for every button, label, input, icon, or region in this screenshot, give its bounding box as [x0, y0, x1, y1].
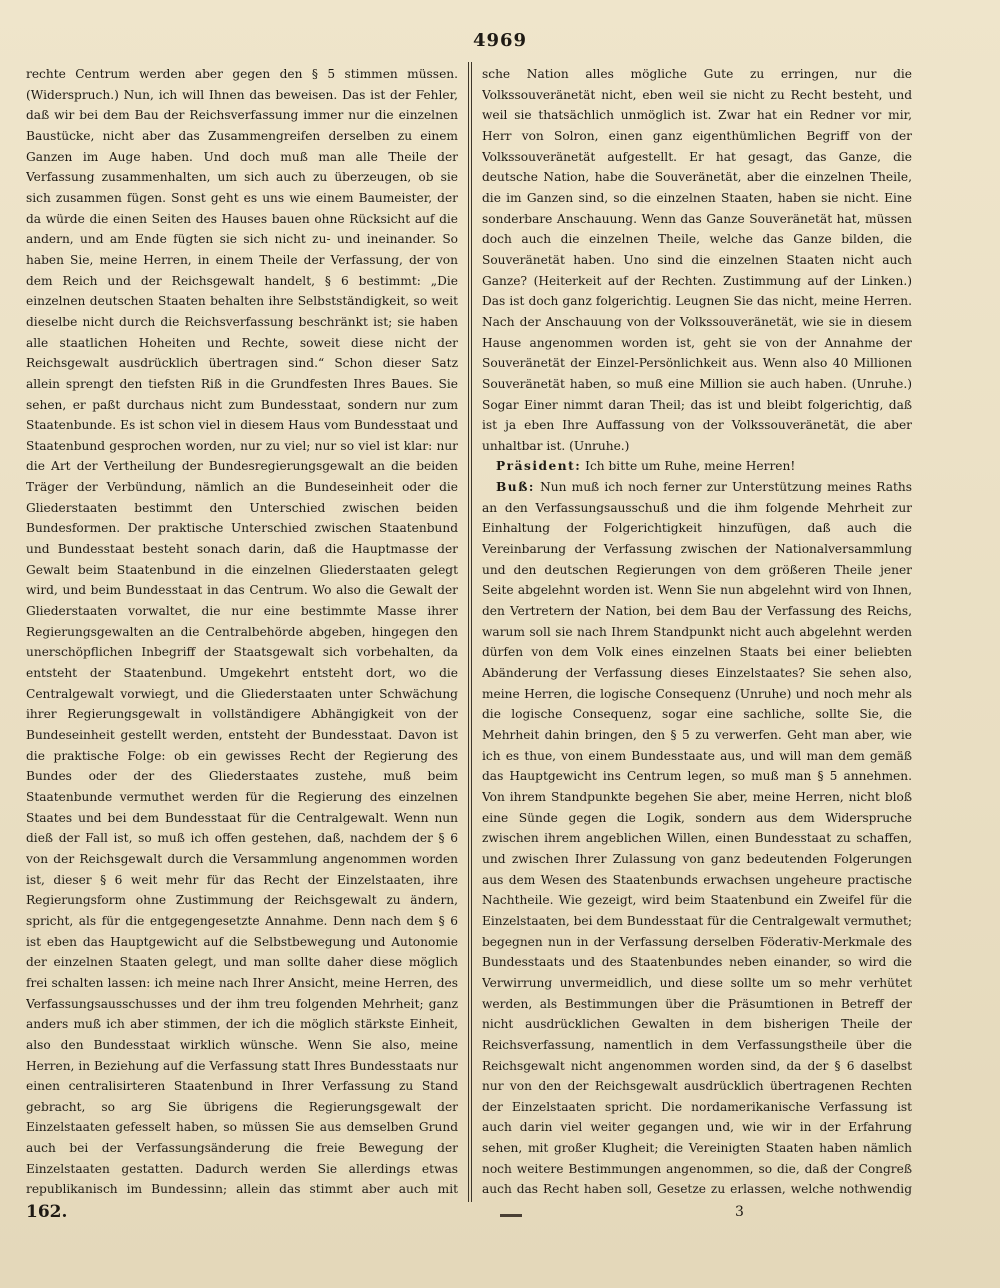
president-text: Ich bitte um Ruhe, meine Herren! [585, 459, 796, 474]
left-column [26, 64, 458, 1202]
footer-dash-mark [500, 1214, 522, 1217]
left-column-paragraph: rechte Centrum werden aber gegen den § 5 stimmen müssen. (Widerspruch.) Nun, ich will Ihnen das beweisen. Das ist der Fehler, daß wir bei dem Bau der Reichsverfassung immer nur die einzelnen Baustücke, nicht aber das Zusammengreifen derselben zu einem Ganzen im Auge haben. Und doch muß man alle Theile der Verfassung zusammenhalten, um sich auch zu überzeugen, ob sie sich zusammen fügen. Sonst geht es uns wie einem Baumeister, der da würde die einen Seiten des Hauses bauen ohne Rücksicht auf die andern, und am Ende fügten sie sich nicht zu- und ineinander. So haben Sie, meine Herren, in einem Theile der Verfassung, der von dem Reich und der Reichsgewalt handelt, § 6 bestimmt: „Die einzelnen deutschen Staaten behalten ihre Selbstständigkeit, so weit dieselbe nicht durch die Reichsverfassung beschränkt ist; sie haben alle staatlichen Hoheiten und Rechte, soweit diese nicht der Reichsgewalt ausdrücklich übertragen sind.“ Schon dieser Satz allein sprengt den tiefsten Riß in die Grundfesten Ihres Baues. Sie sehen, er paßt durchaus nicht zum Bundesstaat, sondern nur zum Staatenbunde. Es ist schon viel in diesem Haus vom Bundesstaat und Staatenbund gesprochen worden, nur zu viel; nur so viel ist klar: nur die Art der Vertheilung der Bundesregierungsgewalt an die beiden Träger der Verbündung, nämlich an die Bundeseinheit oder die Gliederstaaten bestimmt den Unterschied zwischen beiden Bundesformen. Der praktische Unterschied zwischen Staatenbund und Bundesstaat besteht sonach darin, daß die Hauptmasse der Gewalt beim Staatenbund in die einzelnen Gliederstaaten gelegt wird, und beim Bundesstaat in das Centrum. Wo also die Gewalt der Gliederstaaten vorwaltet, die nur eine bestimmte Masse ihrer Regierungsgewalten an die Centralbehörde abgeben, hingegen den unerschöpflichen Inbegriff der Staatsgewalt sich vorbehalten, da entsteht der Staatenbund. Umgekehrt entsteht dort, wo die Centralgewalt vorwiegt, und die Gliederstaaten unter Schwächung ihrer Regierungsgewalt in vollständigere Abhängigkeit von der Bundeseinheit gestellt werden, entsteht der Bundesstaat. Davon ist die praktische Folge: ob ein gewisses Recht der Regierung des Bundes oder der des Gliederstaates zustehe, muß beim Staatenbunde vermuthet werden für die Regierung des einzelnen Staates und bei dem Bundesstaat für die Centralgewalt. Wenn nun dieß der Fall ist, so muß ich offen gestehen, daß, nachdem der § 6 von der Reichsgewalt durch die Versammlung angenommen worden ist, dieser § 6 weit mehr für das Recht der Einzelstaaten, ihre Regierungsform ohne Zustimmung der Reichsgewalt zu ändern, spricht, als für die entgegengesetzte Annahme. Denn nach dem § 6 ist eben das Hauptgewicht auf die Selbstbewegung und Autonomie der einzelnen Staaten gelegt, und man sollte daher diese möglich frei schalten lassen: ich meine nach Ihrer Ansicht, meine Herren, des Verfassungsausschusses und der ihm treu folgenden Mehrheit; ganz anders muß ich aber stimmen, der ich die möglich stärkste Einheit, also den Bundesstaat wirklich wünsche. Wenn Sie also, meine Herren, in Beziehung auf die Verfassung statt Ihres Bundesstaats nur einen centralisirteren Staatenbund in Ihrer Verfassung zu Stand gebracht, so arg Sie übrigens die Regierungsgewalt der Einzelstaaten gefesselt haben, so müssen Sie aus demselben Grund auch bei der Verfassungsänderung die freie Bewegung der Einzelstaaten gestatten. Dadurch werden Sie allerdings etwas republikanisch im Bundessinn; allein das stimmt aber auch mit [26, 67, 458, 1197]
right-column-paragraph: sche Nation alles mögliche Gute zu erringen, nur die Volkssouveränetät nicht, eben weil sie nicht zu Recht besteht, und weil sie thatsächlich unmöglich ist. Zwar hat ein Redner vor mir, Herr von Solron, einen ganz eigenthümlichen Begriff von der Volkssouveränetät aufgestellt. Er hat gesagt, das Ganze, die deutsche Nation, habe die Souveränetät, aber die einzelnen Theile, die im Ganzen sind, so die einzelnen Staaten, haben sie nicht. Eine sonderbare Anschauung. Wenn das Ganze Souveränetät hat, müssen doch auch die einzelnen Theile, welche das Ganze bilden, die Souveränetät haben. Uno sind die einzelnen Staaten nicht auch Ganze? (Heiterkeit auf der Rechten. Zustimmung auf der Linken.) Das ist doch ganz folgerichtig. Leugnen Sie das nicht, meine Herren. Nach der Anschauung von der Volkssouveränetät, wie sie in diesem Hause angenommen worden ist, geht sie von der Annahme der Souveränetät der Einzel-Persönlichkeit aus. Wenn also 40 Millionen Souveränetät haben, so muß eine Million sie auch haben. (Unruhe.) Sogar Einer nimmt daran Theil; das ist und bleibt folgerichtig, daß ist ja eben Ihre Auffassung von der Volkssouveränetät, die aber unhaltbar ist. (Unruhe.) [482, 67, 912, 453]
buss-text: Nun muß ich noch ferner zur Unterstützung meines Raths an den Verfassungsausschuß und die ihm folgende Mehrheit zur Einhaltung der Folgerichtigkeit hinzufügen, daß auch die Vereinbarung der Verfassung zwischen der Nationalversammlung und den deutschen Regierungen von dem größeren Theile jener Seite abgelehnt worden ist. Wenn Sie nun abgelehnt wird von Ihnen, den Vertretern der Nation, bei dem Bau der Verfassung des Reichs, warum soll sie nach Ihrem Standpunkt nicht auch abgelehnt werden dürfen von dem Volk eines einzelnen Staats bei einer beliebten Abänderung der Verfassung dieses Einzelstaates? Sie sehen also, meine Herren, die logische Consequenz (Unruhe) und noch mehr als die logische Consequenz, sogar eine sachliche, sollte Sie, die Mehrheit dahin bringen, den § 5 zu verwerfen. Geht man aber, wie ich es thue, von einem Bundesstaate aus, und will man dem gemäß das Hauptgewicht ins Centrum legen, so muß man § 5 annehmen. Von ihrem Standpunkte begehen Sie aber, meine Herren, nicht bloß eine Sünde gegen die Logik, sondern aus dem Widerspruche zwischen ihrem angeblichen Willen, einen Bundesstaat zu schaffen, und zwischen Ihrer Zulassung von ganz bedeutenden Folgerungen aus dem Wesen des Staatenbunds erwachsen ungeheure practische Nachtheile. Wie gezeigt, wird beim Staatenbund ein Zweifel für die Einzelstaaten, bei dem Bundesstaat für die Centralgewalt vermuthet; begegnen nun in der Verfassung derselben Föderativ-Merkmale des Bundesstaats und des Staatenbundes neben einander, so wird die Verwirrung unvermeidlich, und diese sollte um so mehr verhütet werden, als Bestimmungen über die Präsumtionen in Betreff der nicht ausdrücklichen Gewalten in dem bisherigen Theile der Reichsverfassung, namentlich in dem Verfassungstheile über die Reichsgewalt nicht angenommen worden sind, da der § 6 daselbst nur von den der Reichsgewalt ausdrücklich übertragenen Rechten der Einzelstaaten spricht. Die nordamerikanische Verfassung ist auch darin viel weiter gegangen und, wie wir in der Erfahrung sehen, mit großer Klugheit; die Vereinigten Staaten haben nämlich noch weitere Bestimmungen angenommen, so die, daß der Congreß auch das Recht haben soll, Gesetze zu erlassen, welche nothwendig [482, 480, 912, 1197]
page-number: 4969 [472, 30, 528, 51]
column-divider [468, 62, 472, 1202]
speaker-president: Präsident: [496, 459, 582, 474]
president-statement [482, 456, 912, 477]
buss-statement [482, 477, 912, 1202]
footer-signature-right: 3 [735, 1204, 744, 1220]
right-column [482, 64, 912, 1202]
footer-signature-left: 162. [26, 1202, 68, 1222]
speaker-buss: Buß: [496, 480, 535, 495]
